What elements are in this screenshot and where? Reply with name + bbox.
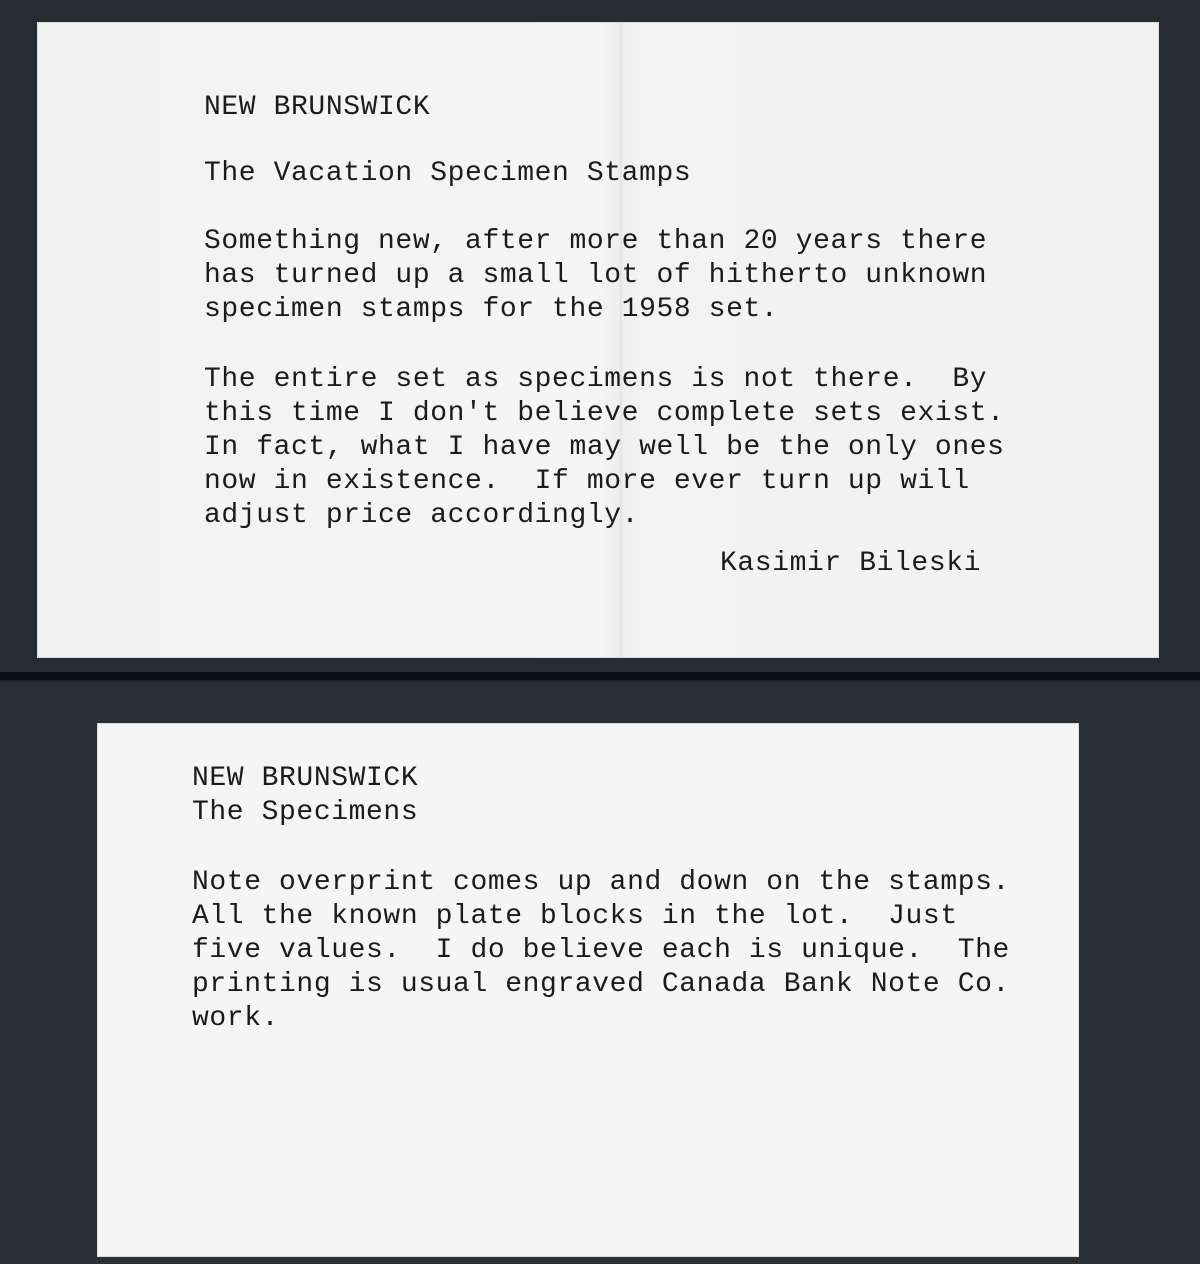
paragraph-line: adjust price accordingly. bbox=[204, 500, 640, 531]
paragraph-line: printing is usual engraved Canada Bank Note Co. bbox=[192, 969, 1010, 1000]
signature: Kasimir Bileski bbox=[720, 548, 982, 579]
note-card-vacation-specimens bbox=[38, 23, 1158, 657]
paragraph-line: five values. I do believe each is unique. The bbox=[192, 935, 1010, 966]
strip-divider bbox=[0, 672, 1200, 680]
paragraph-line: work. bbox=[192, 1003, 280, 1034]
note-card-specimens bbox=[98, 724, 1078, 1256]
paragraph-line: The entire set as specimens is not there. By bbox=[204, 364, 988, 395]
paragraph-line: specimen stamps for the 1958 set. bbox=[204, 294, 779, 325]
paragraph-line: Note overprint comes up and down on the stamps. bbox=[192, 867, 1010, 898]
paragraph-line: All the known plate blocks in the lot. Just bbox=[192, 901, 958, 932]
paragraph-line: has turned up a small lot of hitherto unknown bbox=[204, 260, 988, 291]
paragraph-line: this time I don't believe complete sets exist. bbox=[204, 398, 1005, 429]
card-heading: NEW BRUNSWICK bbox=[204, 92, 431, 123]
paragraph-line: In fact, what I have may well be the only ones bbox=[204, 432, 1005, 463]
paragraph-line: now in existence. If more ever turn up will bbox=[204, 466, 970, 497]
card-heading: NEW BRUNSWICK bbox=[192, 763, 419, 794]
card-subtitle: The Vacation Specimen Stamps bbox=[204, 158, 692, 189]
paper-fold-line bbox=[620, 23, 622, 657]
card-subtitle: The Specimens bbox=[192, 797, 419, 828]
paragraph-line: Something new, after more than 20 years there bbox=[204, 226, 988, 257]
